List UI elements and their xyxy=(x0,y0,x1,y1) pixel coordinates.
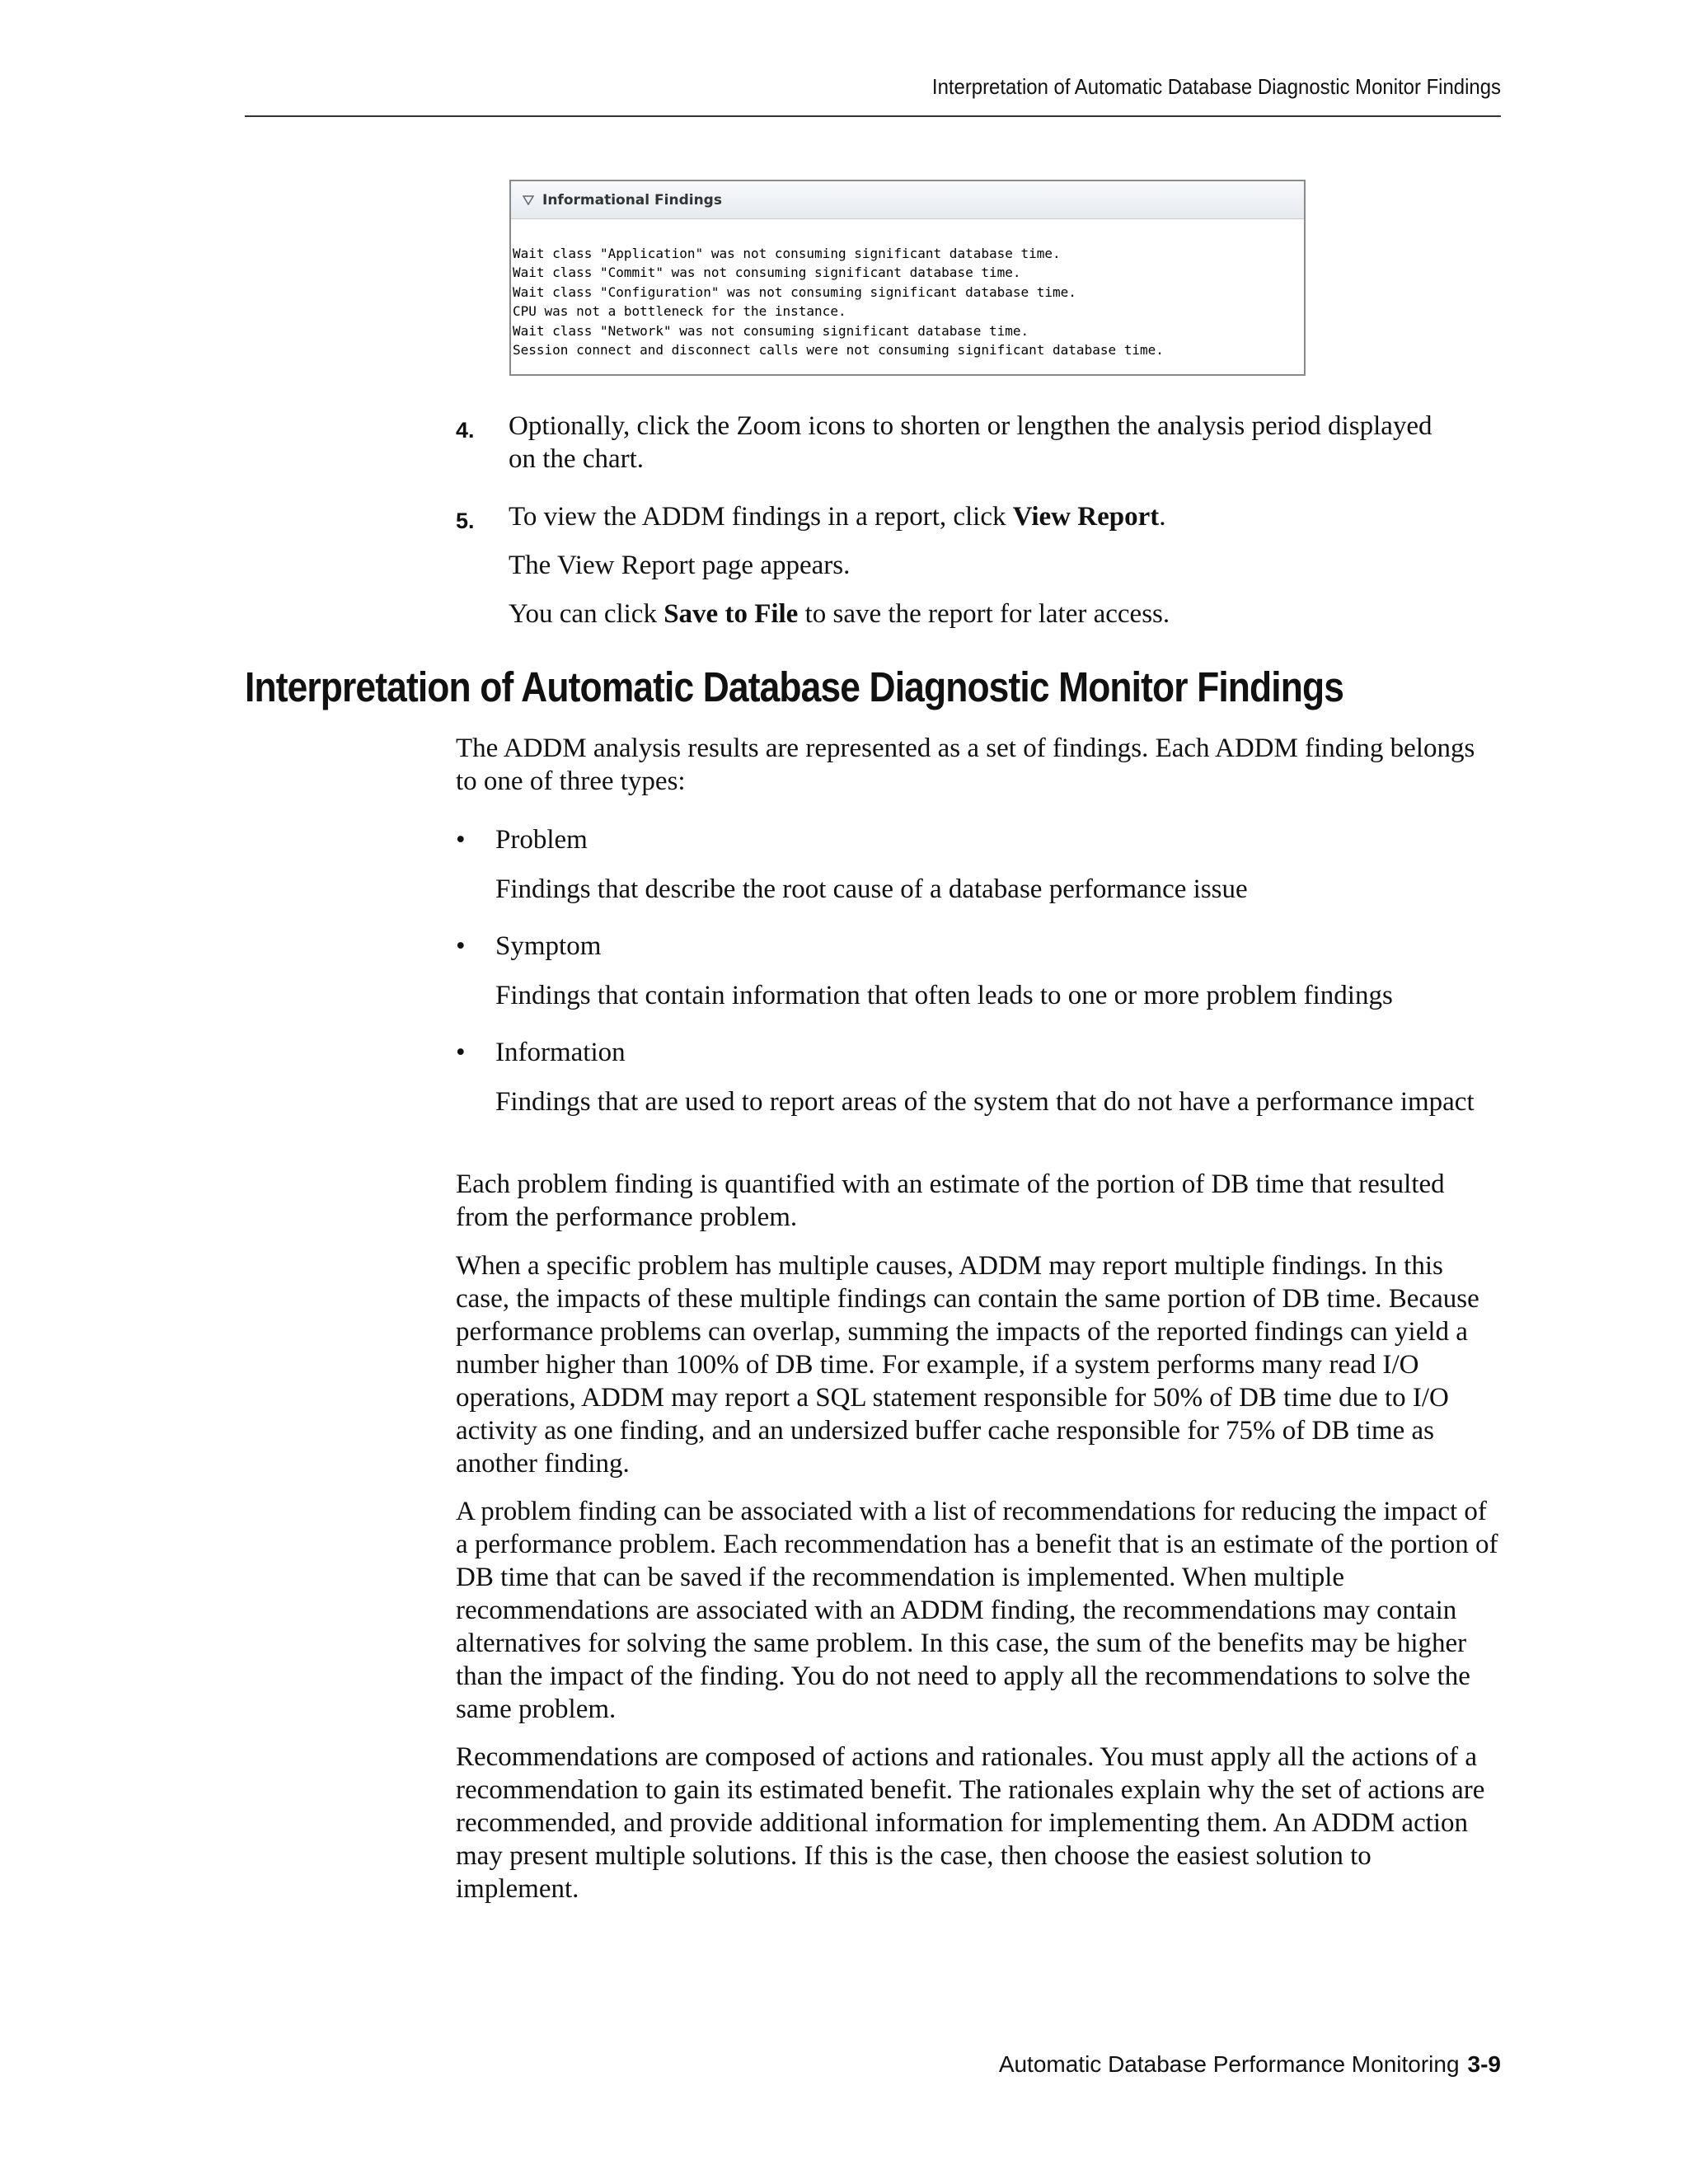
type-label: Problem xyxy=(495,825,588,855)
page-footer xyxy=(999,2051,1501,2078)
step-4 xyxy=(456,410,1441,476)
body-paragraph: Each problem finding is quantified with an estimate of the portion of DB time that resulted from the performance problem. xyxy=(456,1169,1445,1232)
type-label: Symptom xyxy=(495,931,602,961)
type-description: Findings that are used to report areas of the system that do not have a performance impact xyxy=(495,1087,1475,1117)
bullet: • xyxy=(456,825,466,855)
step-result: The View Report page appears. xyxy=(509,551,851,580)
triangle-down-icon[interactable] xyxy=(519,192,537,209)
note-text-before: You can click xyxy=(509,599,664,629)
step-note xyxy=(509,598,1441,630)
panel-title: Informational Findings xyxy=(542,191,722,209)
type-information xyxy=(456,1036,626,1069)
panel-header[interactable] xyxy=(511,181,1304,219)
running-header: Interpretation of Automatic Database Diagnostic Monitor Findings xyxy=(931,74,1501,99)
step-5 xyxy=(456,500,1441,630)
note-text-after: to save the report for later access. xyxy=(798,599,1170,629)
type-problem xyxy=(456,823,588,856)
footer-chapter: Automatic Database Performance Monitoring xyxy=(998,2051,1460,2077)
header-rule xyxy=(245,115,1501,117)
panel-body xyxy=(511,219,1304,359)
type-label: Information xyxy=(495,1038,626,1067)
step-text-before: To view the ADDM findings in a report, click xyxy=(509,502,1013,532)
bullet: • xyxy=(456,931,466,961)
type-symptom xyxy=(456,930,601,963)
step-text: Optionally, click the Zoom icons to shorten or lengthen the analysis period displayed on the chart. xyxy=(509,411,1432,474)
view-report-link: View Report xyxy=(1012,502,1160,532)
body-paragraph: Recommendations are composed of actions and rationales. You must apply all the actions of a recommendation to gain its estimated benefit. The rationales explain why the set of actions are recommended, and provide additional information for implementing them. An ADDM action may present multiple solutions. If this is the case, then choose the easiest solution to implement. xyxy=(456,1742,1485,1904)
body-paragraph: When a specific problem has multiple causes, ADDM may report multiple findings. In this case, the impacts of these multiple findings can contain the same portion of DB time. Because performance problems can overlap, summing the impacts of the reported findings can yield a number higher than 100% of DB time. For example, if a system performs many read I/O operations, ADDM may report a SQL statement responsible for 50% of DB time due to I/O activity as one finding, and an undersized buffer cache responsible for 75% of DB time as another finding. xyxy=(456,1251,1479,1479)
finding-line: Wait class "Application" was not consuming significant database time. xyxy=(513,246,1061,261)
page-number: 3-9 xyxy=(1467,2051,1501,2077)
bullet: • xyxy=(456,1038,466,1067)
intro-paragraph: The ADDM analysis results are represented as a set of findings. Each ADDM finding belongs to one of three types: xyxy=(456,733,1475,796)
type-description: Findings that describe the root cause of a database performance issue xyxy=(495,874,1248,904)
finding-line: Session connect and disconnect calls were not consuming significant database time. xyxy=(513,342,1164,359)
step-number: 5. xyxy=(456,509,475,533)
step-text xyxy=(509,500,1441,533)
body-paragraph: A problem finding can be associated with a list of recommendations for reducing the impact of a performance problem. Each recommendation has a benefit that is an estimate of the portion of DB time that can be saved if the recommendation is implemented. When multiple recommendations are associated with an ADDM finding, the recommendations may contain alternatives for solving the same problem. In this case, the sum of the benefits may be higher than the impact of the finding. You do not need to apply all the recommendations to solve the same problem. xyxy=(456,1497,1498,1724)
section-title: Interpretation of Automatic Database Diagnostic Monitor Findings xyxy=(245,663,1344,710)
step-number: 4. xyxy=(456,418,475,443)
finding-line: CPU was not a bottleneck for the instance. xyxy=(513,303,846,320)
finding-line: Wait class "Configuration" was not consuming significant database time. xyxy=(513,284,1076,300)
informational-findings-panel xyxy=(509,180,1306,376)
step-text-after: . xyxy=(1159,502,1166,532)
finding-line: Wait class "Network" was not consuming significant database time. xyxy=(513,322,1029,339)
finding-line: Wait class "Commit" was not consuming significant database time. xyxy=(513,265,1021,281)
type-description: Findings that contain information that often leads to one or more problem findings xyxy=(495,981,1393,1010)
save-to-file-link: Save to File xyxy=(663,599,799,629)
